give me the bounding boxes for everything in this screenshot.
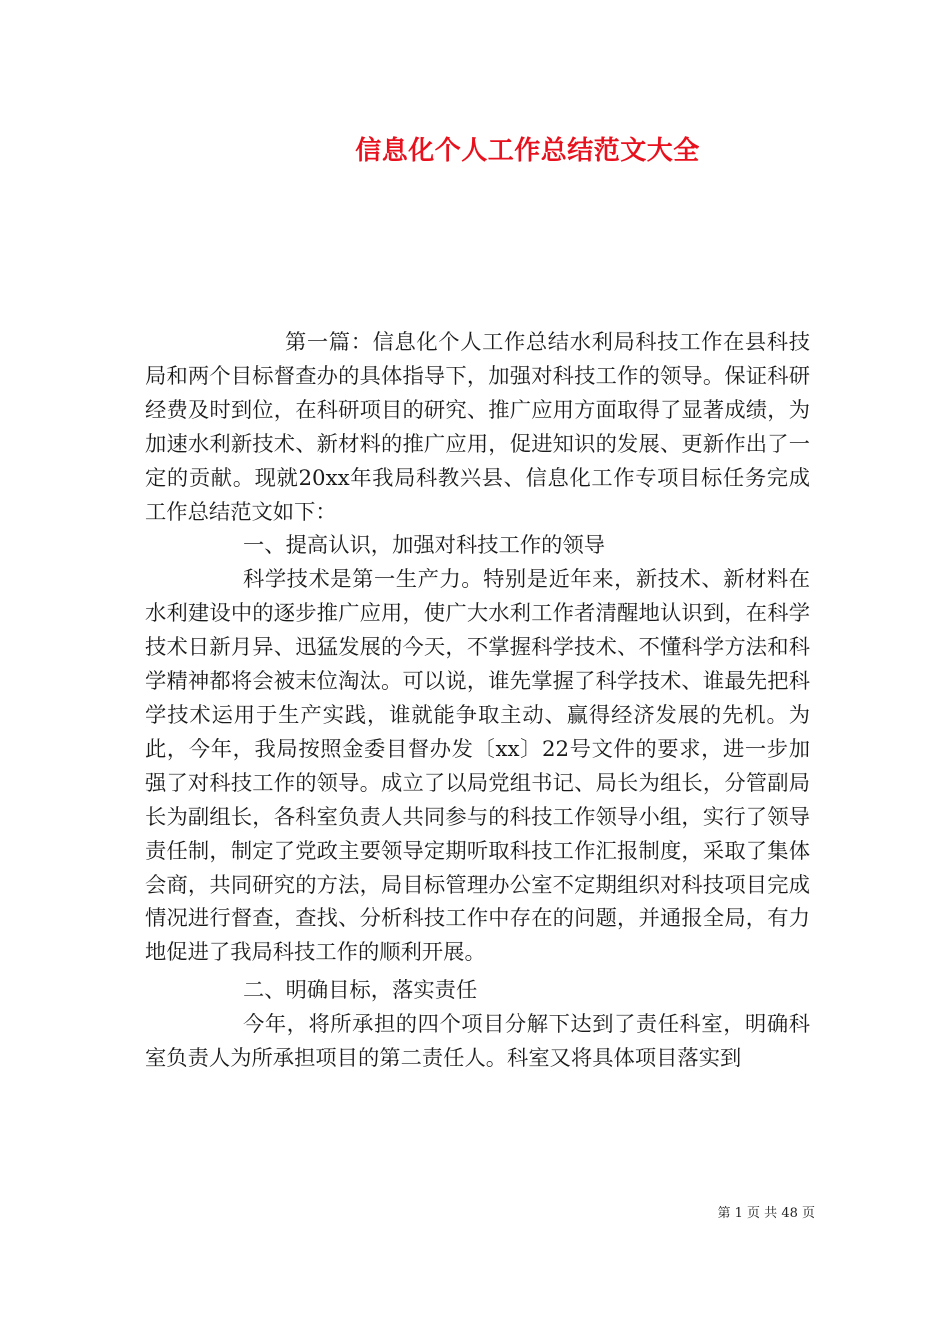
document-body bbox=[145, 326, 810, 1076]
document-title: 信息化个人工作总结范文大全 bbox=[355, 136, 700, 166]
paragraph-section-1: 科学技术是第一生产力。特别是近年来，新技术、新材料在水利建设中的逐步推广应用，使广大水利工作者清醒地认识到，在科学技术日新月异、迅猛发展的今天，不掌握科学技术、不懂科学方法和科学精神都将会被末位淘汰。可以说，谁先掌握了科学技术、谁最先把科学技术运用于生产实践，谁就能争取主动、赢得经济发展的先机。为此，今年，我局按照金委目督办发〔xx〕22号文件的要求，进一步加强了对科技工作的领导。成立了以局党组书记、局长为组长，分管副局长为副组长，各科室负责人共同参与的科技工作领导小组，实行了领导责任制，制定了党政主要领导定期听取科技工作汇报制度，采取了集体会商，共同研究的方法，局目标管理办公室不定期组织对科技项目完成情况进行督查，查找、分析科技工作中存在的问题，并通报全局，有力地促进了我局科技工作的顺利开展。 bbox=[145, 567, 810, 966]
page-number: 第 1 页 共 48 页 bbox=[717, 1206, 815, 1221]
section-heading-1: 一、提高认识，加强对科技工作的领导 bbox=[243, 533, 606, 559]
paragraph-section-2: 今年，将所承担的四个项目分解下达到了责任科室，明确科室负责人为所承担项目的第二责任人。科室又将具体项目落实到 bbox=[145, 1012, 810, 1072]
section-heading-2: 二、明确目标，落实责任 bbox=[243, 978, 478, 1004]
paragraph-intro: 第一篇：信息化个人工作总结水利局科技工作在县科技局和两个目标督查办的具体指导下，加强对科技工作的领导。保证科研经费及时到位，在科研项目的研究、推广应用方面取得了显著成绩，为加速水利新技术、新材料的推广应用，促进知识的发展、更新作出了一定的贡献。现就20xx年我局科教兴县、信息化工作专项目标任务完成工作总结范文如下： bbox=[145, 330, 810, 525]
